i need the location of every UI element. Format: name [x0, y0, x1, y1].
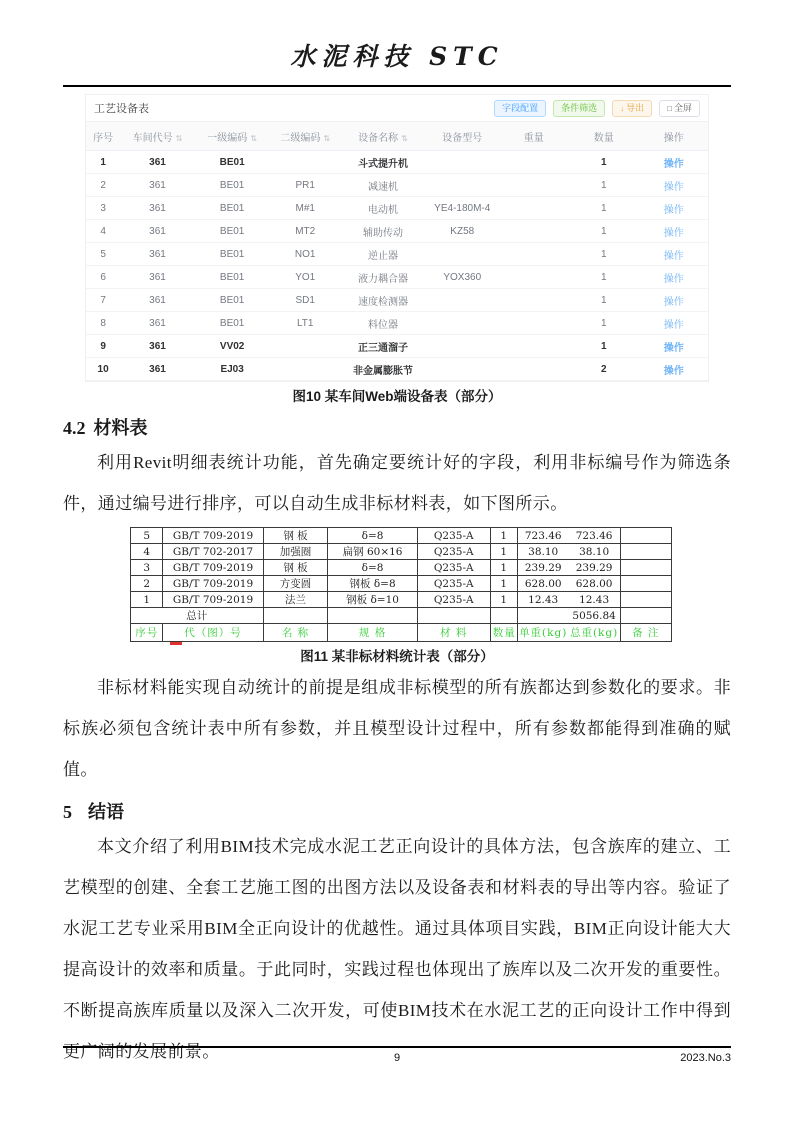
col-total-weight: 总重(kg): [569, 627, 619, 639]
row-action-link[interactable]: 操作: [663, 342, 684, 354]
column-header: 操作: [639, 122, 708, 151]
material-cell-material: Q235-A: [417, 544, 490, 560]
material-cell-weights: 628.00 628.00: [517, 576, 620, 592]
equipment-cell-action: [639, 197, 708, 220]
equipment-cell: 正三通溜子: [341, 335, 425, 358]
material-cell-seq: 2: [131, 576, 163, 592]
equipment-table-header-row: [86, 122, 708, 151]
equipment-cell: 1: [568, 220, 640, 243]
equipment-cell: 1: [568, 197, 640, 220]
equipment-cell: YOX360: [425, 266, 500, 289]
equipment-row: [86, 197, 708, 220]
material-row: [131, 528, 672, 544]
equipment-row: [86, 174, 708, 197]
row-action-link[interactable]: 操作: [663, 227, 684, 239]
equipment-cell: NO1: [269, 243, 341, 266]
header-rule: [63, 85, 731, 87]
equipment-cell: 7: [86, 289, 120, 312]
equipment-cell: 9: [86, 335, 120, 358]
col-material: 材 料: [417, 624, 490, 642]
equipment-cell: 2: [86, 174, 120, 197]
section-title: 结语: [88, 802, 124, 822]
equipment-cell: EJ03: [195, 358, 270, 381]
material-cell-weights: 239.29 239.29: [517, 560, 620, 576]
equipment-cell: YO1: [269, 266, 341, 289]
equipment-row: [86, 266, 708, 289]
equipment-cell: 361: [120, 151, 195, 174]
equipment-cell: 速度检测器: [341, 289, 425, 312]
col-code: 代（图）号: [163, 624, 263, 642]
row-action-link[interactable]: 操作: [663, 365, 684, 377]
material-cell-code: GB/T 709-2019: [163, 560, 263, 576]
material-cell-code: GB/T 702-2017: [163, 544, 263, 560]
equipment-cell: 1: [86, 151, 120, 174]
issue-number: 2023.No.3: [680, 1052, 731, 1064]
material-cell-name: 方变圆: [263, 576, 328, 592]
equipment-cell: 2: [568, 358, 640, 381]
equipment-cell: 361: [120, 266, 195, 289]
equipment-row: [86, 335, 708, 358]
equipment-cell: 1: [568, 312, 640, 335]
equipment-cell-action: [639, 266, 708, 289]
fullscreen-button-label: 全屏: [673, 102, 692, 113]
column-header[interactable]: 车间代号 ⇅: [120, 122, 195, 151]
panel-title: 工艺设备表: [94, 103, 149, 115]
equipment-cell: 减速机: [341, 174, 425, 197]
equipment-cell: [425, 335, 500, 358]
section-heading-5: [63, 799, 731, 825]
material-total-row: [131, 608, 672, 624]
equipment-cell: BE01: [195, 289, 270, 312]
column-header[interactable]: 设备名称 ⇅: [341, 122, 425, 151]
section-title: 材料表: [93, 418, 148, 438]
sort-caret-icon[interactable]: ⇅: [323, 133, 331, 143]
material-cell-code: GB/T 709-2019: [163, 528, 263, 544]
equipment-cell: [500, 266, 568, 289]
material-cell-weights: 723.46 723.46: [517, 528, 620, 544]
equipment-cell: BE01: [195, 266, 270, 289]
equipment-cell: M#1: [269, 197, 341, 220]
paragraph-after-figure11: 非标材料能实现自动统计的前提是组成非标模型的所有族都达到参数化的要求。非标族必须包含统计表中所有参数，并且模型设计过程中，所有参数都能得到准确的赋值。: [63, 678, 731, 779]
material-cell-qty: 1: [490, 576, 517, 592]
equipment-cell: BE01: [195, 243, 270, 266]
equipment-table: [86, 122, 708, 381]
material-cell-seq: 1: [131, 592, 163, 608]
field-config-button[interactable]: 字段配置: [494, 100, 546, 117]
material-cell-qty: 1: [490, 592, 517, 608]
row-action-link[interactable]: 操作: [663, 250, 684, 262]
equipment-cell: 361: [120, 243, 195, 266]
equipment-cell: 1: [568, 174, 640, 197]
equipment-cell: 361: [120, 220, 195, 243]
equipment-cell-action: [639, 220, 708, 243]
material-cell-code: GB/T 709-2019: [163, 592, 263, 608]
material-cell-name: 法兰: [263, 592, 328, 608]
material-cell-material: Q235-A: [417, 528, 490, 544]
material-cell-weights: 38.10 38.10: [517, 544, 620, 560]
equipment-cell: [500, 358, 568, 381]
total-label: 总计: [131, 608, 264, 624]
equipment-cell: 361: [120, 197, 195, 220]
material-cell-note: [620, 544, 671, 560]
sort-caret-icon[interactable]: ⇅: [175, 133, 183, 143]
material-cell-name: 加强圈: [263, 544, 328, 560]
equipment-table-body: [86, 151, 708, 381]
page-number: 9: [393, 1052, 401, 1064]
equipment-cell: BE01: [195, 220, 270, 243]
equipment-cell: 辅助传动: [341, 220, 425, 243]
material-table: [130, 527, 672, 642]
equipment-cell: 6: [86, 266, 120, 289]
equipment-cell: [269, 335, 341, 358]
material-cell-spec: δ=8: [328, 528, 417, 544]
equipment-row: [86, 312, 708, 335]
equipment-table-panel: [85, 94, 709, 382]
equipment-cell-action: [639, 335, 708, 358]
equipment-row: [86, 243, 708, 266]
material-row: [131, 560, 672, 576]
equipment-cell: 1: [568, 266, 640, 289]
column-header: 设备型号: [425, 122, 500, 151]
equipment-cell: VV02: [195, 335, 270, 358]
equipment-cell: 1: [568, 289, 640, 312]
equipment-cell-action: [639, 289, 708, 312]
material-cell-name: 钢 板: [263, 560, 328, 576]
equipment-cell: 1: [568, 243, 640, 266]
material-cell-qty: 1: [490, 560, 517, 576]
material-cell-note: [620, 560, 671, 576]
equipment-cell: 361: [120, 289, 195, 312]
column-header: 序号: [86, 122, 120, 151]
material-row: [131, 576, 672, 592]
equipment-cell: 361: [120, 312, 195, 335]
equipment-cell: [500, 220, 568, 243]
equipment-cell: [269, 151, 341, 174]
equipment-cell: [500, 289, 568, 312]
figure10-caption: 图10 某车间Web端设备表（部分）: [292, 389, 502, 404]
material-cell-seq: 5: [131, 528, 163, 544]
equipment-cell: BE01: [195, 312, 270, 335]
column-header[interactable]: 二级编码 ⇅: [269, 122, 341, 151]
column-header: 数量: [568, 122, 640, 151]
equipment-cell: 8: [86, 312, 120, 335]
material-cell-spec: δ=8: [328, 560, 417, 576]
equipment-cell: [500, 197, 568, 220]
equipment-cell: [500, 243, 568, 266]
material-cell-name: 钢 板: [263, 528, 328, 544]
equipment-cell: 料位器: [341, 312, 425, 335]
page-footer: [63, 1046, 731, 1072]
material-cell-spec: 钢板 δ=8: [328, 576, 417, 592]
col-spec: 规 格: [328, 624, 417, 642]
sort-caret-icon[interactable]: ⇅: [250, 133, 257, 143]
material-cell-seq: 3: [131, 560, 163, 576]
material-cell-material: Q235-A: [417, 560, 490, 576]
section-heading-4-2: [63, 415, 731, 441]
fullscreen-icon: □: [667, 103, 672, 113]
row-action-link[interactable]: 操作: [663, 181, 684, 193]
footer-rule: [63, 1046, 731, 1048]
material-cell-note: [620, 592, 671, 608]
equipment-cell: KZ58: [425, 220, 500, 243]
material-cell-note: [620, 528, 671, 544]
equipment-cell: [425, 312, 500, 335]
equipment-row: [86, 151, 708, 174]
figure11-caption: 图11 某非标材料统计表（部分）: [300, 649, 494, 664]
section-number: 4.2: [63, 418, 86, 438]
equipment-cell: [500, 312, 568, 335]
material-cell-material: Q235-A: [417, 576, 490, 592]
col-weights: [517, 624, 620, 642]
equipment-cell: LT1: [269, 312, 341, 335]
red-mark: [170, 642, 182, 645]
equipment-cell: [500, 151, 568, 174]
column-header[interactable]: 一级编码 ⇅: [195, 122, 270, 151]
row-action-link[interactable]: 操作: [663, 158, 684, 170]
total-weight-value: 5056.84: [572, 609, 616, 622]
col-note: 备 注: [620, 624, 671, 642]
equipment-cell: MT2: [269, 220, 341, 243]
panel-header: [86, 95, 708, 122]
paragraph-conclusion: 本文介绍了利用BIM技术完成水泥工艺正向设计的具体方法，包含族库的建立、工艺模型的创建、全套工艺施工图的出图方法以及设备表和材料表的导出等内容。验证了水泥工艺专业采用BIM全正向设计的优越性。通过具体项目实践，BIM正向设计能大大提高设计的效率和质量。于此同时，实践过程也体现出了族库以及二次开发的重要性。不断提高族库质量以及深入二次开发，可使BIM技术在水泥工艺的正向设计工作中得到更广阔的发展前景。: [63, 837, 731, 1061]
row-action-link[interactable]: 操作: [663, 273, 684, 285]
material-cell-qty: 1: [490, 544, 517, 560]
equipment-cell: 361: [120, 174, 195, 197]
material-cell-code: GB/T 709-2019: [163, 576, 263, 592]
equipment-cell: 4: [86, 220, 120, 243]
equipment-cell: SD1: [269, 289, 341, 312]
equipment-cell: 10: [86, 358, 120, 381]
column-header: 重量: [500, 122, 568, 151]
material-row: [131, 544, 672, 560]
equipment-cell: 液力耦合器: [341, 266, 425, 289]
equipment-cell: [425, 174, 500, 197]
equipment-cell: 非金属膨胀节: [341, 358, 425, 381]
row-action-link[interactable]: 操作: [663, 296, 684, 308]
condition-filter-button[interactable]: 条件筛选: [553, 100, 605, 117]
col-unit-weight: 单重(kg): [519, 627, 568, 639]
section-number: 5: [63, 802, 72, 822]
col-qty: 数量: [490, 624, 517, 642]
material-cell-note: [620, 576, 671, 592]
material-cell-weights: 12.43 12.43: [517, 592, 620, 608]
material-table-body: [131, 528, 672, 608]
equipment-cell: BE01: [195, 174, 270, 197]
equipment-cell: 361: [120, 358, 195, 381]
material-cell-spec: 钢板 δ=10: [328, 592, 417, 608]
equipment-cell: 斗式提升机: [341, 151, 425, 174]
equipment-cell-action: [639, 151, 708, 174]
equipment-cell: 3: [86, 197, 120, 220]
paragraph-4-2: 利用Revit明细表统计功能，首先确定要统计好的字段，利用非标编号作为筛选条件，通过编号进行排序，可以自动生成非标材料表，如下图所示。: [63, 453, 731, 513]
equipment-cell-action: [639, 174, 708, 197]
equipment-cell: 逆止器: [341, 243, 425, 266]
equipment-cell-action: [639, 243, 708, 266]
material-row: [131, 592, 672, 608]
equipment-cell: [425, 243, 500, 266]
equipment-cell: [425, 151, 500, 174]
equipment-cell: 1: [568, 335, 640, 358]
sort-caret-icon[interactable]: ⇅: [401, 133, 408, 143]
col-seq: 序号: [131, 624, 163, 642]
material-header-row: [131, 624, 672, 642]
equipment-row: [86, 220, 708, 243]
equipment-cell: [269, 358, 341, 381]
equipment-cell-action: [639, 358, 708, 381]
equipment-cell: 361: [120, 335, 195, 358]
equipment-cell: BE01: [195, 197, 270, 220]
equipment-cell: BE01: [195, 151, 270, 174]
total-weight-cell: [517, 608, 620, 624]
panel-toolbar: [494, 100, 700, 117]
row-action-link[interactable]: 操作: [663, 319, 684, 331]
equipment-cell: [425, 289, 500, 312]
material-cell-qty: 1: [490, 528, 517, 544]
equipment-cell: YE4-180M-4: [425, 197, 500, 220]
equipment-row: [86, 289, 708, 312]
equipment-cell-action: [639, 312, 708, 335]
download-icon: ↓: [620, 103, 625, 113]
equipment-cell: [500, 174, 568, 197]
material-cell-spec: 扁钢 60×16: [328, 544, 417, 560]
journal-masthead-title: 水泥科技 STC: [290, 42, 504, 71]
equipment-cell: 1: [568, 151, 640, 174]
equipment-cell: 电动机: [341, 197, 425, 220]
equipment-cell: [500, 335, 568, 358]
equipment-cell: [425, 358, 500, 381]
equipment-cell: PR1: [269, 174, 341, 197]
material-table-figure: [130, 527, 672, 642]
row-action-link[interactable]: 操作: [663, 204, 684, 216]
material-cell-seq: 4: [131, 544, 163, 560]
export-button-label: 导出: [626, 102, 645, 113]
material-cell-material: Q235-A: [417, 592, 490, 608]
export-button[interactable]: [612, 100, 652, 117]
fullscreen-button[interactable]: [659, 100, 700, 117]
equipment-cell: 5: [86, 243, 120, 266]
col-name: 名 称: [263, 624, 328, 642]
equipment-row: [86, 358, 708, 381]
